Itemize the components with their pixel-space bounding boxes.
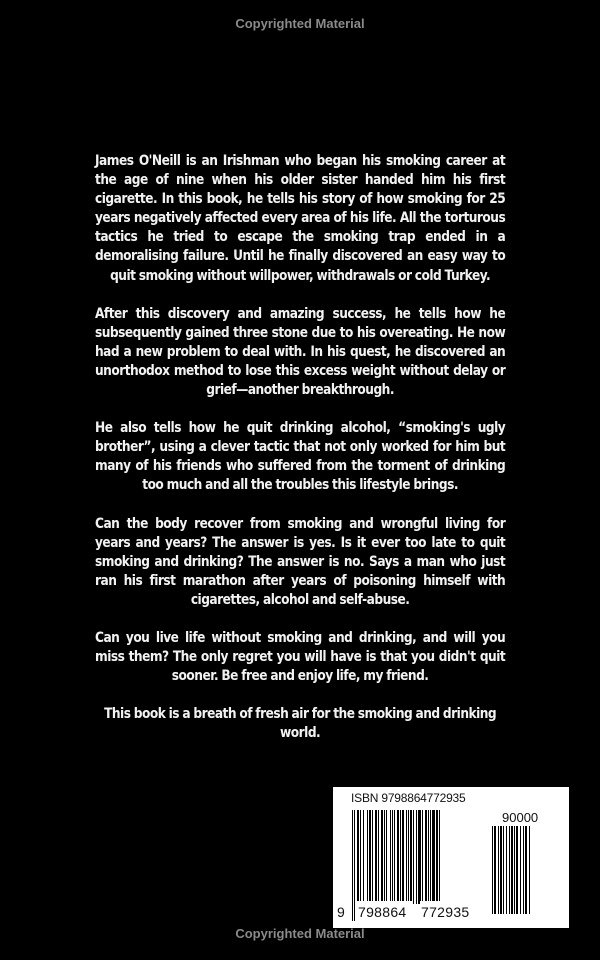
barcode-bar [375,810,377,904]
barcode-bar [503,826,504,914]
barcode-bar [367,810,368,904]
back-cover-blurb [95,152,505,762]
barcode-bar [500,826,502,914]
barcode-bar [418,810,421,904]
barcode-bar [428,810,429,904]
barcode-bar [363,810,364,904]
barcode-bar [430,810,431,904]
blurb-paragraph-5: Can you live life without smoking and drinking, and will you miss them? The only regret you will have is that you didn't quit sooner. Be free and enjoy life, my friend. [95,629,506,685]
barcode-bar [378,810,379,904]
barcode-first-digit: 9 [337,904,345,920]
blurb-paragraph-4: Can the body recover from smoking and wrongful living for years and years? The answer is yes. Is it ever too late to quit smoking and drinking? The answer is no. Says a man who just ran his first marathon after years of poisoning himself with cigarettes, alcohol and self-abuse. [95,515,506,608]
barcode-bar [422,810,423,904]
copyright-watermark-bottom: Copyrighted Material [235,926,365,941]
barcode-bar [386,810,387,904]
barcode-bar [357,810,359,904]
barcode-bars-addon [492,826,530,914]
barcode-right-digits: 772935 [421,904,470,920]
barcode-bar [416,810,417,904]
barcode-bar [400,810,401,904]
barcode-gap [440,810,441,811]
barcode-bar [413,810,414,904]
barcode-bar [408,810,409,904]
barcode-bar [498,826,499,914]
barcode-bar [494,826,496,914]
barcode-bar [392,810,393,904]
barcode-bar [509,826,510,914]
barcode-bar [354,810,355,921]
barcode-bar [516,826,518,914]
barcode-bar [410,810,412,904]
barcode-bar [402,810,404,904]
blurb-paragraph-3: He also tells how he quit drinking alcohol, “smoking's ugly brother”, using a clever tactic that not only worked for him but many of his friends who suffered from the torment of drinking too much and all the troubles this lifestyle brings. [95,420,506,494]
barcode-bar [360,810,361,904]
isbn-barcode [333,787,569,928]
barcode-bar [352,810,353,921]
barcode-bar [381,810,383,904]
barcode-bar [390,810,391,904]
barcode-bar [425,810,427,904]
barcode-bar [406,810,407,904]
barcode-bar [514,826,515,914]
barcode-bar [372,810,373,904]
barcode-bar [492,826,493,914]
isbn-label: ISBN 9798864772935 [351,791,466,805]
barcode-bar [523,826,524,914]
barcode-bar [511,826,513,914]
barcode-bar [384,810,385,904]
barcode-bar [369,810,371,904]
barcode-left-digits: 798864 [358,904,407,920]
barcode-bar [506,826,507,914]
blurb-paragraph-6: This book is a breath of fresh air for the smoking and drinking world. [104,706,497,742]
barcode-bar [520,826,521,914]
barcode-bar [432,810,435,904]
blurb-paragraph-2: After this discovery and amazing success, he tells how he subsequently gained three stone due to his overeating. He now had a new problem to deal with. In his quest, he discovered an unorthodox method to lose this excess weight without delay or grief—another breakthrough. [95,305,506,399]
copyright-watermark-top: Copyrighted Material [235,16,365,31]
price-addon-label: 90000 [502,810,539,825]
barcode-bar [529,826,530,914]
barcode-bar [525,826,527,914]
blurb-paragraph-1: James O'Neill is an Irishman who began his smoking career at the age of nine when his older sister handed him his first cigarette. In this book, he tells his story of how smoking for 25 years negatively affected every area of his life. All the torturous tactics he tried to escape the smoking trap ended in a demoralising failure. Until he finally discovered an easy way to quit smoking without willpower, withdrawals or cold Turkey. [95,153,506,284]
